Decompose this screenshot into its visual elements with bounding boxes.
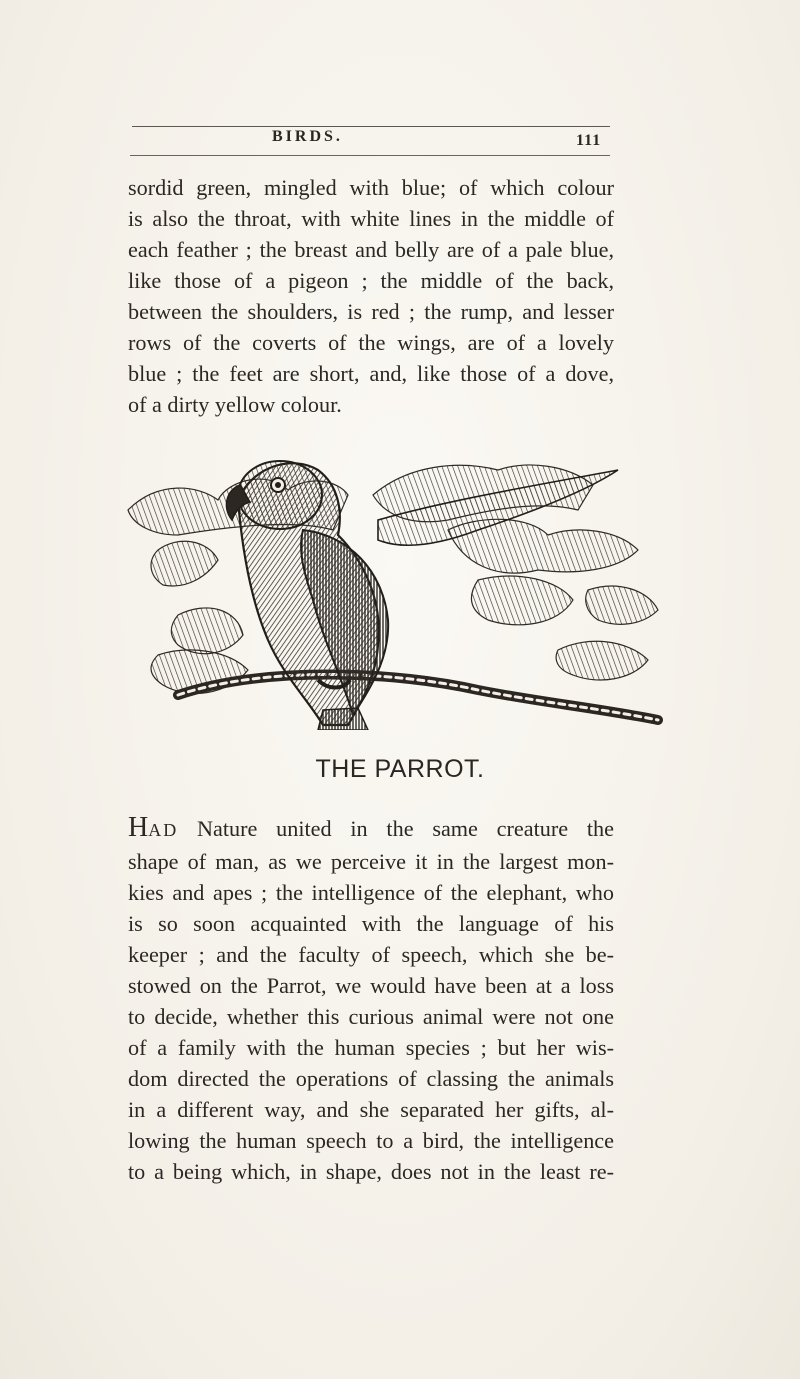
paragraph-parrot	[128, 812, 614, 1187]
text-line: of a dirty yellow colour.	[128, 392, 342, 417]
text-line: to decide, whether this curious animal were not one	[128, 1004, 614, 1029]
paragraph-continued	[128, 172, 614, 420]
text-line: sordid green, mingled with blue; of which colour	[128, 175, 614, 200]
text-line: dom directed the operations of classing the animals	[128, 1066, 614, 1091]
text-line: keeper ; and the faculty of speech, which she be-	[128, 942, 614, 967]
running-title: BIRDS.	[272, 128, 343, 145]
parrot-tail	[318, 708, 368, 730]
text-line: in a different way, and she separated her gifts, al-	[128, 1097, 614, 1122]
text-line-first	[128, 812, 614, 846]
running-head	[0, 128, 800, 154]
text-line: rows of the coverts of the wings, are of a lovely	[128, 330, 614, 355]
parrot-head	[238, 461, 322, 529]
text-line: between the shoulders, is red ; the rump, and lesser	[128, 299, 614, 324]
page-number: 111	[576, 132, 602, 149]
text-line: of a family with the human species ; but her wis-	[128, 1035, 614, 1060]
figure-caption: THE PARROT.	[315, 755, 485, 783]
text-line: each feather ; the breast and belly are of a pale blue,	[128, 237, 614, 262]
drop-cap: H	[128, 812, 149, 843]
text-line: is so soon acquainted with the language of his	[128, 911, 614, 936]
header-rule-bottom	[130, 155, 610, 156]
text-line: like those of a pigeon ; the middle of the back,	[128, 268, 614, 293]
text-line: kies and apes ; the intelligence of the elephant, who	[128, 880, 614, 905]
text-line-rest: Nature united in the same creature the	[178, 816, 614, 841]
text-line: to a being which, in shape, does not in the least re-	[128, 1159, 614, 1184]
parrot-engraving-icon	[118, 440, 688, 730]
text-line: blue ; the feet are short, and, like those of a dove,	[128, 361, 614, 386]
text-line: is also the throat, with white lines in the middle of	[128, 206, 614, 231]
text-line: shape of man, as we perceive it in the largest mon-	[128, 849, 614, 874]
foliage	[128, 465, 658, 693]
text-line: stowed on the Parrot, we would have been at a loss	[128, 973, 614, 998]
header-rule-top	[132, 126, 610, 127]
text-line: lowing the human speech to a bird, the intelligence	[128, 1128, 614, 1153]
small-caps: AD	[148, 820, 179, 840]
